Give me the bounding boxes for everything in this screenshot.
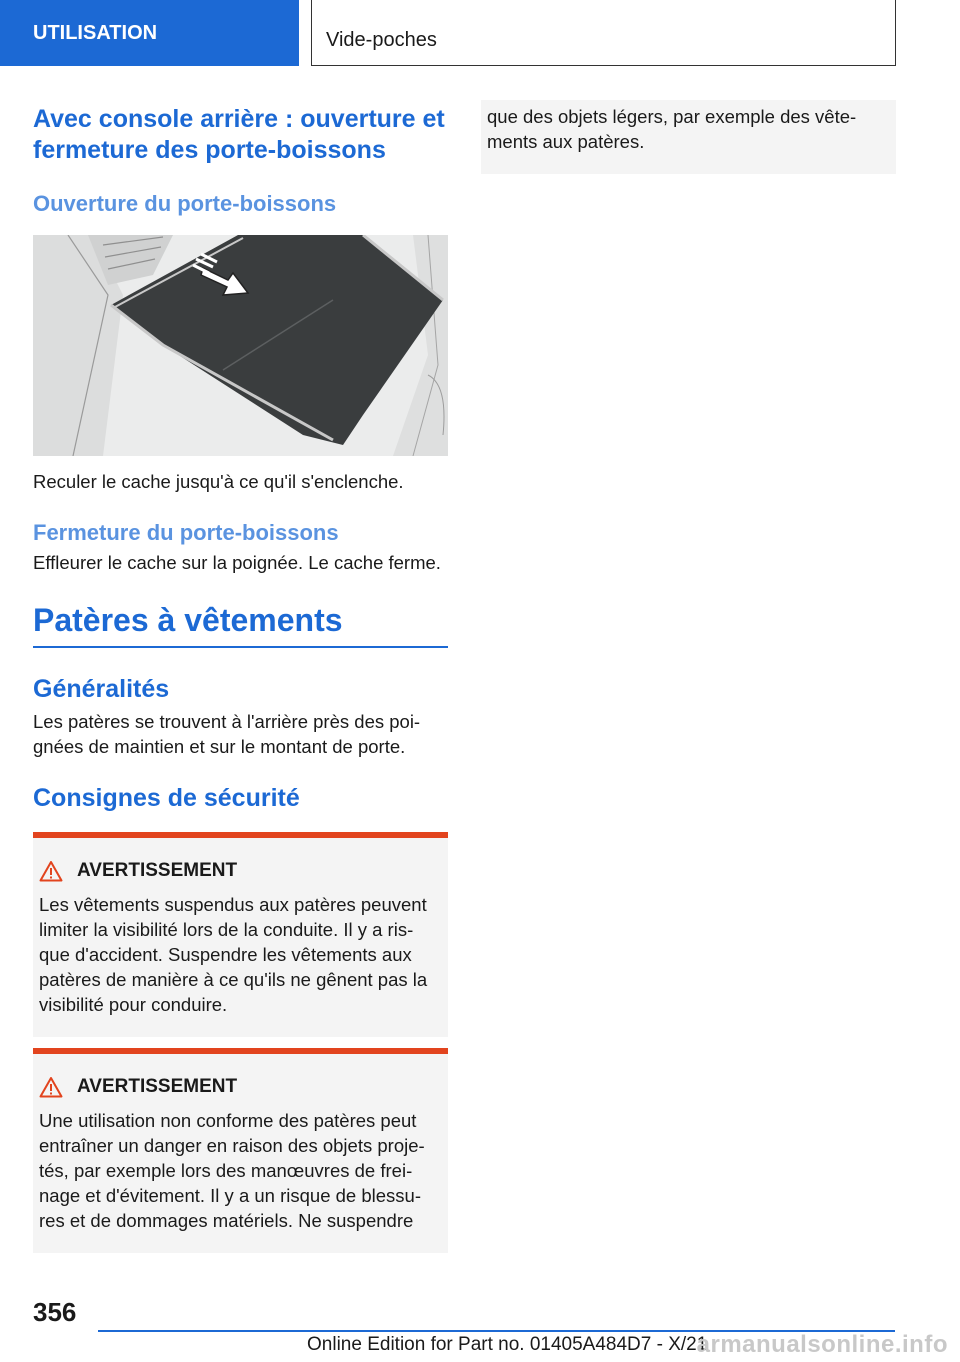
page-header — [0, 0, 960, 66]
warning-text: Une utilisation non conforme des patères peut entraîner un danger en raison des objets proje-tés, par exemple lors des manœuvres de frei-nage et d'évitement. Il y a un risque de blessu-res et de dommages matériels. Ne suspendre — [39, 1110, 425, 1231]
text-general: Les patères se trouvent à l'arrière près des poi-gnées de maintien et sur le montant de porte. — [33, 711, 421, 757]
warning-title-row — [39, 860, 440, 882]
heading-open-cupholder: Ouverture du porte-boissons — [33, 191, 337, 216]
warning-continued-text: que des objets légers, par exemple des vête-ments aux patères. — [487, 106, 857, 152]
right-column — [481, 100, 896, 174]
heading-safety: Consignes de sécurité — [33, 784, 300, 812]
chapter-title: Vide-poches — [326, 29, 437, 51]
section-tab: UTILISATION — [0, 0, 299, 66]
warning-box-1 — [33, 832, 448, 1037]
heading-general: Généralités — [33, 675, 170, 703]
heading-coat-hooks: Patères à vêtements — [33, 602, 343, 638]
heading-rear-console: Avec console arrière : ouverture et fermeture des porte-boissons — [33, 105, 445, 164]
warning-box-2 — [33, 1048, 448, 1253]
warning-triangle-icon — [39, 1076, 63, 1098]
warning-continuation-box — [481, 100, 896, 174]
warning-title: AVERTISSEMENT — [77, 1076, 238, 1097]
console-drawing — [33, 235, 448, 456]
text-open-cupholder: Reculer le cache jusqu'à ce qu'il s'enclenche. — [33, 471, 404, 492]
heading-close-cupholder: Fermeture du porte-boissons — [33, 520, 339, 545]
edition-info: Online Edition for Part no. 01405A484D7 - X/21 — [307, 1334, 708, 1355]
page-number: 356 — [33, 1297, 77, 1327]
left-column — [33, 100, 448, 1253]
heading-underline — [33, 646, 448, 648]
cupholder-illustration — [33, 235, 448, 456]
chapter-tab — [311, 0, 896, 66]
warning-title-row — [39, 1076, 440, 1098]
warning-triangle-icon — [39, 860, 63, 882]
warning-text: Les vêtements suspendus aux patères peuvent limiter la visibilité lors de la conduite. Il y a ris-que d'accident. Suspendre les vêtements aux patères de manière à ce qu'ils ne gênent pas la visibilité pour conduire. — [39, 894, 428, 1015]
text-close-cupholder: Effleurer le cache sur la poignée. Le cache ferme. — [33, 552, 441, 573]
warning-title: AVERTISSEMENT — [77, 860, 238, 881]
watermark: armanualsonline.info — [696, 1331, 948, 1358]
